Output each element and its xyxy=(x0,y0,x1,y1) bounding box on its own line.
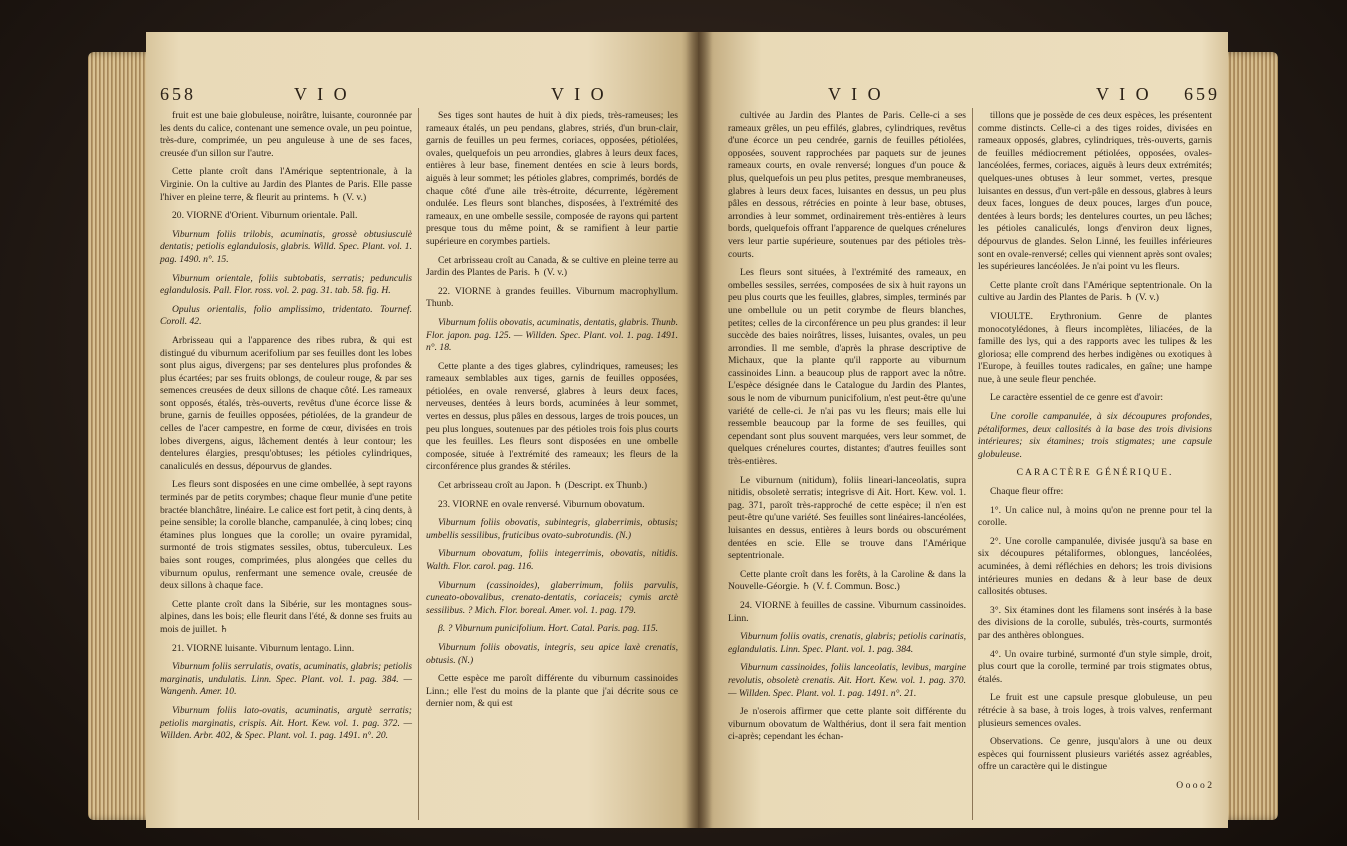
right-col2-header: V I O xyxy=(1096,84,1152,104)
text-paragraph: Ses tiges sont hautes de huit à dix pieds, très-rameuses; les rameaux étalés, un peu pendans, glabres, striés, d'un brun-clair, garnis de feuilles un peu fermes, coriaces, opposées, pétiolées, ovales, quelquefois un peu arrondies, glabres à leurs deux faces, entières à leur base, finement dentées en scie à leurs bords, aiguës à leur sommet; les pétioles glabres, comprimés, bordés de chaque côté d'une aile très-étroite, décurrente, légèrement ondulée. Les fleurs sont blanches, disposées, à l'extrémité des rameaux, en une ombelle sessile, composée de rayons qui partent presque tous du même point, & se ramifient à leur partie supérieure en corymbes partiels. xyxy=(426,110,678,247)
text-paragraph: Cet arbrisseau croît au Japon. ♄ (Descript. ex Thunb.) xyxy=(438,480,648,492)
text-paragraph: Une corolle campanulée, à six découpures profondes, pétaliformes, deux callosités à la base des trois divisions intérieures; six étamines; trois stigmates; une capsule globuleuse. xyxy=(978,411,1212,460)
text-paragraph: 2°. Une corolle campanulée, divisée jusqu'à sa base en six découpures pétaliformes, oblongues, lancéolées, acuminées, à demi réfléchies en dehors; les trois divisions intérieures munies en dedans & à leur base de deux callosités obtuses. xyxy=(978,535,1212,598)
text-paragraph: Viburnum foliis serrulatis, ovatis, acuminatis, glabris; petiolis marginatis, undulatis. Linn. Spec. Plant. vol. 1. pag. 384. — Wangenh. Amer. 10. xyxy=(160,661,412,698)
text-paragraph: 1°. Un calice nul, à moins qu'on ne prenne pour tel la corolle. xyxy=(978,504,1212,529)
text-paragraph: Chaque fleur offre: xyxy=(990,486,1064,498)
right-column-rule xyxy=(972,108,973,820)
text-paragraph: tillons que je possède de ces deux espèces, les présentent comme distincts. Celle-ci a des tiges roides, divisées en rameaux opposés, glabres, cylindriques, très-ouverts, garnis de feuilles médiocrement pétiolées, opposées, ovales-lancéolées, fermes, coriaces, aiguës à leurs deux extrémités; quelques-unes obtuses à leur sommet, vertes, presque luisantes en dessus, d'un vert-pâle en dessous, glabres à leurs deux faces, longues de deux pouces, larges d'un pouce, dentées à leurs bords; les dentelures courtes, un peu lâches; les pétioles canaliculés, longs d'environ deux lignes, dépourvus de glandes. Selon Linné, les feuilles inférieures sont en ovale-renversé; celles qui viennent après sont ovales; les supérieures lancéolées. Je n'ai point vu les fleurs. xyxy=(978,110,1212,273)
text-paragraph: Viburnum (cassinoides), glaberrimum, foliis parvulis, cuneato-obovalibus, crenato-dentatis, coriaceis; cymis arctè sessilibus. ? Mich. Flor. boreal. Amer. vol. 1. pag. 179. xyxy=(426,579,678,616)
text-paragraph: Viburnum obovatum, foliis integerrimis, obovatis, nitidis. Walth. Flor. carol. pag. 116. xyxy=(426,548,678,572)
text-paragraph: Cette espèce me paroît différente du viburnum cassinoides Linn.; elle l'est du moins de la plante que j'ai décrite sous ce dernier nom, & qui est xyxy=(426,673,678,710)
text-paragraph: Le viburnum (nitidum), foliis lineari-lanceolatis, supra nitidis, obsoletè serratis; integrisve di Ait. Hort. Kew. vol. 1. pag. 371, paroît très-rapproché de cette espèce; il n'en est peut-être qu'une variété. Ses feuilles sont linéaires-lancéolées, luisantes en dessus, entières à leurs bords ou obscurément dentées en scie. Elle se trouve dans l'Amérique septentrionale. xyxy=(728,474,966,562)
right-page-number: 659 xyxy=(1184,84,1220,104)
text-paragraph: β. ? Viburnum punicifolium. Hort. Catal. Paris. pag. 115. xyxy=(438,623,659,635)
text-paragraph: 24. VIORNE à feuilles de cassine. Viburnum cassinoides. Linn. xyxy=(728,599,966,624)
text-paragraph: Les fleurs sont disposées en une cime ombellée, à sept rayons terminés par de petits corymbes; chaque fleur munie d'une petite bractée blanchâtre, linéaire. Le calice est fort petit, à cinq dents, à peine sensible; la corolle blanche, campanulée, à cinq lobes; cinq étamines plus longues que la corolle; un ovaire pyramidal, surmonté de trois stigmates sessiles, obtus, tuberculeux. Les baies sont rouges, comprimées, plus alongées que celles du viburnum opulus, renfermant une semence ovale, creusée de deux sillons à chaque face. xyxy=(160,479,412,592)
text-paragraph: 20. VIORNE d'Orient. Viburnum orientale. Pall. xyxy=(172,210,358,222)
right-col1-header: V I O xyxy=(828,84,884,104)
book-gutter xyxy=(686,32,712,828)
text-paragraph: Viburnum foliis obovatis, subintegris, glaberrimis, obtusis; umbellis sessilibus, fruticibus ovato-subrotundis. (N.) xyxy=(426,517,678,541)
text-paragraph: Cette plante a des tiges glabres, cylindriques, rameuses; les rameaux semblables aux tiges, garnis de feuilles opposées, pétiolées, en ovale renversé, glabres à leurs deux faces, nerveuses, dentées à leurs bords, acuminées à leur sommet, vertes en dessus, plus pâles en dessous, larges de trois pouces, un peu plus longues, soutenues par des pétioles trois fois plus courts que les feuilles. Les fleurs sont disposées en une ombelle composée, située à l'extrémité des rameaux; les fleurs de la circonférence plus grandes & stériles. xyxy=(426,360,678,473)
text-paragraph: Cette plante croît dans l'Amérique septentrionale, à la Virginie. On la cultive au Jardin des Plantes de Paris. Elle passe l'hiver en pleine terre, & fleurit au printems. ♄ (V. v.) xyxy=(160,166,412,203)
text-paragraph: Viburnum foliis obovatis, acuminatis, dentatis, glabris. Thunb. Flor. japon. pag. 125. — Willden. Spec. Plant. vol. 1. pag. 1491. n°. 18. xyxy=(426,316,678,354)
text-paragraph: 21. VIORNE luisante. Viburnum lentago. Linn. xyxy=(172,642,355,654)
text-paragraph: Cet arbrisseau croît au Canada, & se cultive en pleine terre au Jardin des Plantes de Paris. ♄ (V. v.) xyxy=(426,254,678,279)
left-col2-header: V I O xyxy=(551,84,607,104)
text-paragraph: 22. VIORNE à grandes feuilles. Viburnum macrophyllum. Thunb. xyxy=(426,285,678,310)
text-paragraph: Cette plante croît dans l'Amérique septentrionale. On la cultive au Jardin des Plantes de Paris. ♄ (V. v.) xyxy=(978,279,1212,304)
text-paragraph: 3°. Six étamines dont les filamens sont insérés à la base des divisions de la corolle, subulés, très-courts, surmontés par des anthères oblongues. xyxy=(978,604,1212,641)
left-page-number: 658 xyxy=(160,84,196,104)
left-column-rule xyxy=(418,108,419,820)
text-paragraph: Viburnum orientale, foliis subtobatis, serratis; pedunculis eglandulosis. Pall. Flor. ross. vol. 2. pag. 31. tab. 58. fig. H. xyxy=(160,272,412,297)
text-paragraph: 23. VIORNE en ovale renversé. Viburnum obovatum. xyxy=(438,498,645,510)
text-paragraph: O o o o 2 xyxy=(1176,779,1212,791)
text-paragraph: Je n'oserois affirmer que cette plante soit différente du viburnum obovatum de Walthérius, dont il sera fait mention ci-après; cependant les échan- xyxy=(728,706,966,743)
text-paragraph: VIOULTE. Erythronium. Genre de plantes monocotylédones, à fleurs incomplètes, liliacées, de la famille des lys, qui a des rapports avec les tulipes & les gloriosa; elle comprend des herbes indigènes ou exotiques à l'Europe, à feuilles toutes radicales, en gaîne; une hampe nue, à une seule fleur penchée. xyxy=(978,310,1212,385)
text-paragraph: CARACTÈRE GÉNÉRIQUE. xyxy=(1016,467,1174,479)
text-paragraph: fruit est une baie globuleuse, noirâtre, luisante, couronnée par les dents du calice, contenant une semence ovale, un peu pointue, très-dure, comprimée, un peu anguleuse à une de ses faces, creusée d'un sillon sur l'autre. xyxy=(160,110,412,159)
text-paragraph: Opulus orientalis, folio amplissimo, tridentato. Tournef. Coroll. 42. xyxy=(160,303,412,328)
text-paragraph: Arbrisseau qui a l'apparence des ribes rubra, & qui est distingué du viburnum acerifolium par ses feuilles dont les lobes sont plus aigus, divergens; par ses dentelures plus profondes & plus écartées; par ses fruits oblongs, de couleur rouge, & par ses semences creusées de deux sillons de chaque côté. Les rameaux sont opposés, étalés, très-ouverts, revêtus d'une écorce lisse & brune, garnis de feuilles opposées, pétiolées, de la grandeur de celles de l'acer campestre, en forme de cœur, divisées en trois lobes divergens, aigus, lâchement dentés à leur contour; les dentelures élargies, presqu'obtuses; les pétioles cylindriques, canaliculés en dessus, dépourvus de glandes. xyxy=(160,334,412,472)
right-column-2 xyxy=(978,110,1212,799)
text-paragraph: Cette plante croît dans la Sibérie, sur les montagnes sous-alpines, dans les bois; elle fleurit dans l'été, & donne ses fruits au mois de juillet. ♄ xyxy=(160,598,412,635)
left-column-2 xyxy=(426,110,678,717)
text-paragraph: Cette plante croît dans les forêts, à la Caroline & dans la Nouvelle-Géorgie. ♄ (V. f. Commun. Bosc.) xyxy=(728,568,966,593)
text-paragraph: cultivée au Jardin des Plantes de Paris. Celle-ci a ses rameaux grêles, un peu effilés, glabres, cylindriques, revêtus d'une écorce un peu cendrée, garnis de feuilles pétiolées, opposées, souvent rapprochées par paquets sur de jeunes rameaux courts, en ovale renversé; longues d'un pouce & plus, quelquefois un peu plus petites, presque membraneuses, glabres à leurs deux faces, luisantes en dessus, un peu plus pâles en dessous, rétrécies en pointe à leur base, obtuses, arrondies à leur sommet, ordinairement très-entières à leurs bords, quelquefois offrant l'apparence de quelques crénelures vers leur partie supérieure, soutenues par des pétioles très-courts. xyxy=(728,110,966,260)
text-paragraph: Le fruit est une capsule presque globuleuse, un peu rétrécie à sa base, à trois loges, à trois valves, renfermant plusieurs semences ovales. xyxy=(978,692,1212,729)
text-paragraph: Viburnum foliis lato-ovatis, acuminatis, argutè serratis; petiolis marginatis, crispis. Ait. Hort. Kew. vol. 1. pag. 372. — Willden. Arbr. 402, & Spec. Plant. vol. 1. pag. 1491. n°. 20. xyxy=(160,704,412,742)
text-paragraph: Viburnum cassinoides, foliis lanceolatis, levibus, margine revolutis, obsoletè crenatis. Ait. Hort. Kew. vol. 1. pag. 370. — Willden. Spec. Plant. vol. 1. pag. 1491. n°. 21. xyxy=(728,662,966,699)
text-paragraph: Viburnum foliis ovatis, crenatis, glabris; petiolis carinatis, eglandulatis. Linn. Spec. Plant. vol. 1. pag. 384. xyxy=(728,631,966,655)
text-paragraph: Viburnum foliis trilobis, acuminatis, grossè obtusiusculè dentatis; petiolis eglandulosis, glabris. Willd. Spec. Plant. vol. 1. pag. 1490. n°. 15. xyxy=(160,228,412,265)
text-paragraph: Viburnum foliis obovatis, integris, seu apice laxè crenatis, obtusis. (N.) xyxy=(426,641,678,666)
text-paragraph: Les fleurs sont situées, à l'extrémité des rameaux, en ombelles sessiles, serrées, composées de six à huit rayons un peu plus courts que les feuilles, glabres, simples, terminés par une ombellule ou un petit corymbe de fleurs blanches, petites; celles de la circonférence un peu plus grandes: il leur succède des baies noirâtres, lisses, luisantes, ovales, un peu arrondies. Il me semble, d'après la phrase descriptive de Michaux, que la plante qu'il rapporte au viburnum cassinoides Linn. a beaucoup plus de rapport avec la nôtre. L'espèce désignée dans le Catalogue du Jardin des Plantes, sous le nom de viburnum punicifolium, n'est peut-être qu'une variété de celle-ci. Je n'ai pas vu les fleurs; mais elle lui ressemble beaucoup par la forme de ses feuilles, qui cependant sont plus souvent marquées, vers leur sommet, de quelques crénelures courtes, distantes; d'autres feuilles sont très-entières. xyxy=(728,267,966,468)
right-page xyxy=(698,32,1228,828)
right-column-1 xyxy=(728,110,966,750)
left-col1-header: V I O xyxy=(294,84,350,104)
open-book xyxy=(88,22,1278,828)
text-paragraph: Observations. Ce genre, jusqu'alors à une ou deux espèces qui fournissent plusieurs variétés assez agréables, offre un caractère qui le distingue xyxy=(978,736,1212,773)
text-paragraph: Le caractère essentiel de ce genre est d'avoir: xyxy=(990,392,1163,404)
left-column-1 xyxy=(160,110,412,749)
text-paragraph: 4°. Un ovaire turbiné, surmonté d'un style simple, droit, plus court que la corolle, terminé par trois stigmates obtus, étalés. xyxy=(978,648,1212,685)
left-page xyxy=(146,32,698,828)
